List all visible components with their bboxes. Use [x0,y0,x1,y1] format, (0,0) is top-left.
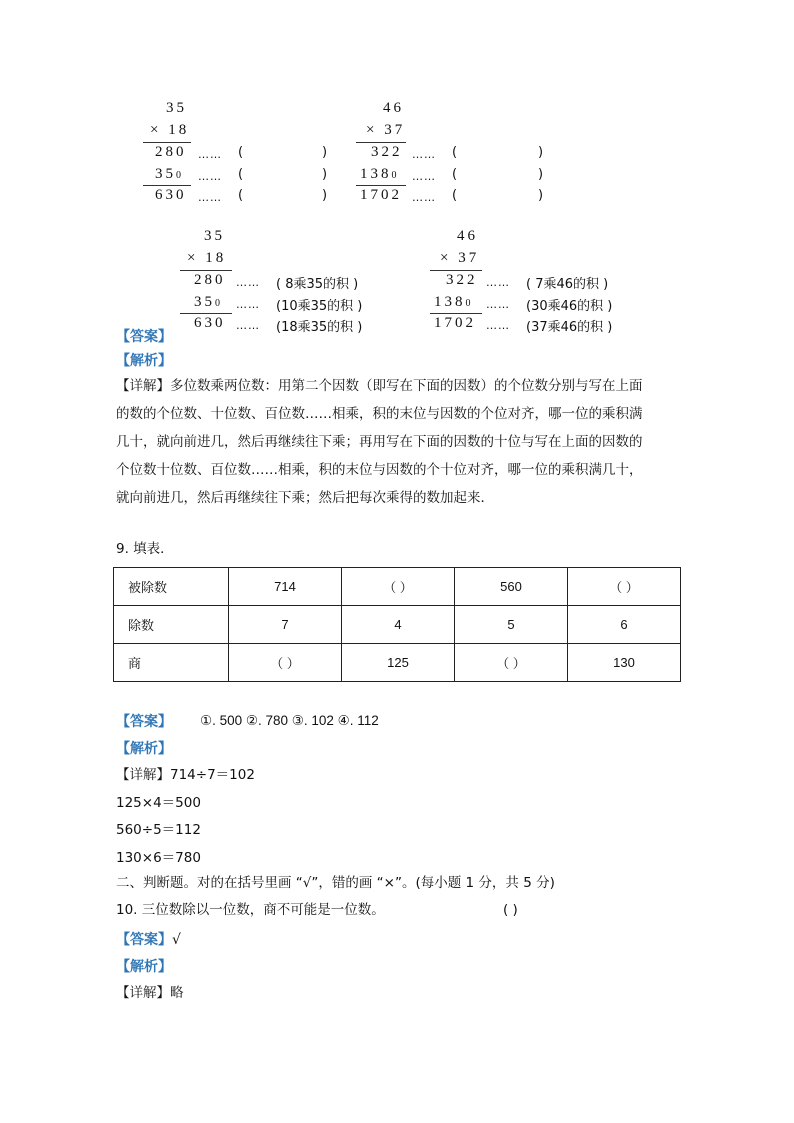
table-row [114,606,681,644]
divider [430,270,482,271]
factor-1: 46 [457,228,478,244]
paren-open: ( [238,167,244,182]
detail-line: 130×6＝780 [116,849,201,866]
detail-line: 个位数十位数、百位数……相乘，积的末位与因数的个十位对齐，哪一位的乘积满几十， [116,462,643,478]
partial-product-1: 322 [446,272,478,288]
row-header: 商 [114,644,229,682]
factor-1: 35 [166,100,187,116]
partial-product-2: 350 [194,294,223,310]
partial-product-1: 322 [371,144,403,160]
divider [430,313,482,314]
paren-close: ) [322,145,328,160]
dots: …… [486,319,510,332]
row-header: 被除数 [114,568,229,606]
answer-label: 【答案】√ [116,932,181,948]
answer-annotation: (30乘46的积 ) [526,299,613,314]
row-header: 除数 [114,606,229,644]
partial-product-1: 280 [194,272,226,288]
product: 1702 [434,315,476,331]
detail-line: 560÷5＝112 [116,822,201,838]
q9-answer-values: ①. 500 ②. 780 ③. 102 ④. 112 [200,713,379,728]
answer-blank[interactable]: ( ) [503,902,518,918]
product: 630 [155,187,187,203]
detail-line: 【详解】多位数乘两位数：用第二个因数（即写在下面的因数）的个位数分别与写在上面 [116,378,643,394]
analysis-label: 【解析】 [116,741,172,757]
paren-close: ) [538,167,544,182]
partial-product-1: 280 [155,144,187,160]
paren-close: ) [322,188,328,203]
factor-2: × 37 [440,250,480,266]
answer-label: 【答案】 [116,329,172,345]
partial-product-2: 1380 [360,166,400,182]
dots: …… [198,191,222,204]
answer-annotation: (10乘35的积 ) [276,299,363,314]
dots: …… [412,148,436,161]
q8-detail [116,372,643,512]
paren-open: ( [452,145,458,160]
paren-open: ( [452,167,458,182]
dots: …… [236,298,260,311]
blank-cell[interactable]: （ ） [455,644,568,682]
factor-1: 46 [383,100,404,116]
dots: …… [486,276,510,289]
analysis-label: 【解析】 [116,959,172,975]
paren-open: ( [238,145,244,160]
paren-close: ) [538,188,544,203]
detail-line: 的数的个位数、十位数、百位数……相乘，积的末位与因数的个位对齐，哪一位的乘积满 [116,406,643,422]
detail-line: 【详解】714÷7＝102 [116,767,255,783]
table-cell: 714 [229,568,342,606]
answer-annotation: (37乘46的积 ) [526,320,613,335]
partial-product-2: 350 [155,166,184,182]
table-cell: 560 [455,568,568,606]
dots: …… [198,170,222,183]
q10-detail: 【详解】略 [116,985,184,1001]
table-row [114,568,681,606]
q9-detail [116,762,255,872]
dots: …… [412,191,436,204]
product: 630 [194,315,226,331]
partial-product-2: 1380 [434,294,474,310]
blank-cell[interactable]: （ ） [568,568,681,606]
divider [356,142,406,143]
paren-close: ) [538,145,544,160]
divider [143,185,191,186]
paren-open: ( [452,188,458,203]
fill-table [113,567,681,682]
answer-annotation: ( 8乘35的积 ) [276,277,359,292]
paren-close: ) [322,167,328,182]
factor-2: × 18 [187,250,227,266]
dots: …… [236,319,260,332]
table-cell: 125 [342,644,455,682]
divider [143,142,191,143]
answer-annotation: ( 7乘46的积 ) [526,277,609,292]
table-cell: 130 [568,644,681,682]
factor-2: × 37 [366,122,406,138]
factor-1: 35 [204,228,225,244]
divider [180,270,232,271]
blank-cell[interactable]: （ ） [229,644,342,682]
table-cell: 4 [342,606,455,644]
section-2-heading: 二、判断题。对的在括号里画 “√”，错的画 “×”。(每小题 1 分，共 5 分) [116,875,555,891]
analysis-label: 【解析】 [116,353,172,369]
table-cell: 5 [455,606,568,644]
table-cell: 7 [229,606,342,644]
answer-label: 【答案】 [116,714,172,730]
divider [180,313,232,314]
paren-open: ( [238,188,244,203]
table-row [114,644,681,682]
dots: …… [412,170,436,183]
question-9-title: 9. 填表． [116,541,174,557]
dots: …… [198,148,222,161]
detail-line: 125×4＝500 [116,794,201,811]
divider [356,185,406,186]
blank-cell[interactable]: （ ） [342,568,455,606]
question-10: 10. 三位数除以一位数，商不可能是一位数。 [116,902,385,918]
detail-line: 几十，就向前进几，然后再继续往下乘；再用写在下面的因数的十位与写在上面的因数的 [116,434,643,450]
answer-annotation: (18乘35的积 ) [276,320,363,335]
detail-line: 就向前进几，然后再继续往下乘；然后把每次乘得的数加起来． [116,490,494,506]
dots: …… [236,276,260,289]
dots: …… [486,298,510,311]
factor-2: × 18 [150,122,190,138]
table-cell: 6 [568,606,681,644]
product: 1702 [360,187,402,203]
